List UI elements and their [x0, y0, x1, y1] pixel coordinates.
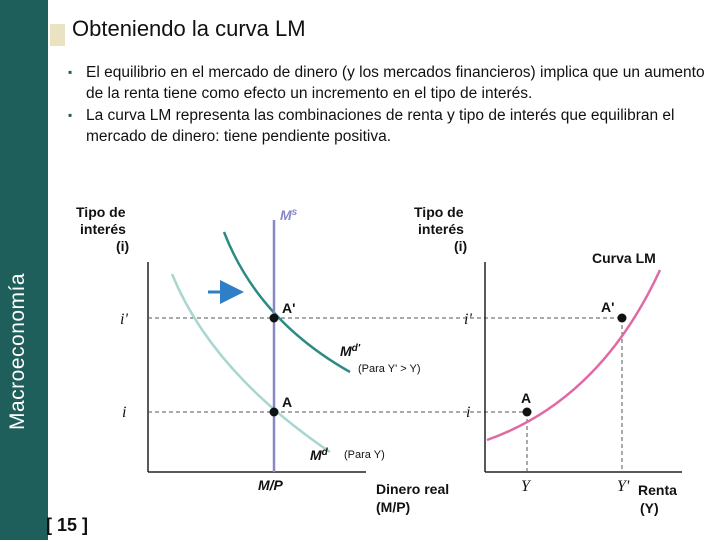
money-demand-low-curve: [172, 274, 330, 452]
money-demand-high-label: [340, 343, 361, 359]
slide-title: Obteniendo la curva LM: [72, 16, 306, 41]
left-x-label-1: Dinero real: [376, 481, 450, 497]
left-x-label-2: (M/P): [376, 499, 411, 515]
left-x-tick: M/P: [258, 477, 283, 493]
right-point-label-low: A: [521, 390, 532, 406]
money-demand-low-label-sup: d: [321, 447, 328, 458]
lm-curve: [487, 270, 660, 440]
right-tick-i-prime: i': [464, 311, 472, 328]
money-demand-low-label: [310, 447, 329, 463]
lm-point-high: [618, 314, 627, 323]
money-supply-label-sup: s: [291, 207, 298, 218]
right-y-label-1: Tipo de: [414, 204, 464, 220]
square-bullet-icon: ▪: [68, 65, 73, 79]
lm-curve-label: Curva LM: [592, 250, 656, 266]
money-demand-high-note: (Para Y' > Y): [358, 363, 421, 375]
equilibrium-point-high: [270, 314, 279, 323]
right-tick-i: i: [466, 404, 471, 421]
bullet-text: La curva LM representa las combinaciones de renta y tipo de interés que equilibran el mercado de dinero: tiene pendiente positiva.: [86, 107, 675, 145]
right-point-label-high: A': [601, 299, 615, 315]
right-x-label-1: Renta: [638, 482, 677, 498]
page-number: [ 15 ]: [46, 515, 89, 535]
right-x-label-2: (Y): [640, 500, 659, 516]
money-demand-low-label-main: M: [310, 447, 322, 463]
left-point-label-low: A: [282, 394, 293, 410]
money-supply-label: [280, 207, 298, 223]
left-tick-i: i: [122, 404, 127, 421]
money-supply-label-main: M: [280, 207, 292, 223]
sidebar-title: Macroeconomía: [6, 272, 29, 430]
money-market-graph: [76, 204, 622, 515]
money-demand-high-label-main: M: [340, 343, 352, 359]
equilibrium-point-low: [270, 408, 279, 417]
right-x-tick-y: Y: [521, 478, 530, 495]
left-point-label-high: A': [282, 300, 296, 316]
left-y-label-1: Tipo de: [76, 204, 126, 220]
lm-curve-graph: [414, 204, 682, 516]
lm-point-low: [523, 408, 532, 417]
left-y-label-3: (i): [116, 238, 130, 254]
left-tick-i-prime: i': [120, 311, 128, 328]
bullet-text: El equilibrio en el mercado de dinero (y los mercados financieros) implica que un aumento de la renta tiene como efecto un incremento en el tipo de interés.: [86, 64, 705, 102]
right-y-label-2: interés: [418, 221, 464, 237]
square-bullet-icon: ▪: [68, 108, 73, 122]
money-demand-high-label-sup: d': [351, 343, 361, 354]
right-x-tick-y-prime: Y': [617, 478, 630, 495]
money-demand-low-note: (Para Y): [344, 449, 385, 461]
left-y-label-2: interés: [80, 221, 126, 237]
right-y-label-3: (i): [454, 238, 468, 254]
